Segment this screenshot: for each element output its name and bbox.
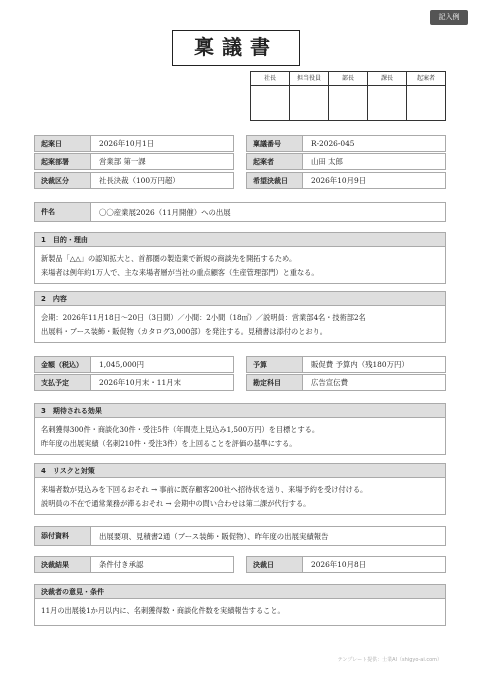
opinion-section bbox=[34, 584, 446, 626]
subject-value[interactable]: 〇〇産業展2026（11月開催）への出展 bbox=[99, 207, 231, 217]
dept-label: 起案部署 bbox=[35, 154, 91, 169]
budget-value[interactable]: 販促費 予算内（残180万円） bbox=[311, 360, 409, 369]
section-body[interactable] bbox=[35, 247, 445, 280]
body-line: 来場者数が見込みを下回るおそれ → 事前に既存顧客200社へ招待状を送り、来場予約を受け付ける。 bbox=[41, 485, 368, 494]
wish-date-row bbox=[246, 172, 446, 189]
ringi-no-row bbox=[246, 135, 446, 152]
subject-row bbox=[34, 202, 446, 222]
section-title: 1 目的・理由 bbox=[35, 233, 445, 247]
account-label: 勘定科目 bbox=[247, 375, 303, 390]
attachment-label: 添付資料 bbox=[35, 527, 91, 545]
purpose-section bbox=[34, 232, 446, 284]
section-title: 決裁者の意見・条件 bbox=[35, 585, 445, 599]
body-line: 名刺獲得300件・商談化30件・受注5件（年間売上見込み1,500万円）を目標とする。 bbox=[41, 425, 320, 434]
budget-label: 予算 bbox=[247, 357, 303, 372]
section-body[interactable] bbox=[35, 478, 445, 511]
budget-row bbox=[246, 356, 446, 373]
stamp-box[interactable] bbox=[407, 86, 445, 120]
account-row bbox=[246, 374, 446, 391]
body-line: 出展料・ブース装飾・販促物（カタログ3,000部）を発注する。見積書は添付のとおり。 bbox=[41, 327, 327, 336]
section-body[interactable] bbox=[35, 599, 445, 618]
stamp-officer bbox=[290, 72, 329, 120]
amount-row bbox=[34, 356, 234, 373]
amount-label: 金額（税込） bbox=[35, 357, 91, 372]
stamp-label: 担当役員 bbox=[290, 72, 328, 86]
payment-label: 支払予定 bbox=[35, 375, 91, 390]
stamp-president bbox=[251, 72, 290, 120]
section-title: 2 内容 bbox=[35, 292, 445, 306]
wish-date-value[interactable]: 2026年10月9日 bbox=[311, 176, 367, 185]
stamp-box[interactable] bbox=[251, 86, 289, 120]
stamp-label: 起案者 bbox=[407, 72, 445, 86]
body-line: 11月の出展後1か月以内に、名刺獲得数・商談化件数を実績報告すること。 bbox=[41, 606, 285, 615]
subject-label: 件名 bbox=[35, 203, 91, 221]
body-line: 説明員の不在で通常業務が滞るおそれ → 会期中の問い合わせは第二課が代行する。 bbox=[41, 499, 311, 508]
sample-badge: 記入例 bbox=[430, 10, 468, 25]
stamp-box[interactable] bbox=[290, 86, 328, 120]
body-line: 昨年度の出展実績（名刺210件・受注3件）を上回ることを評価の基準にする。 bbox=[41, 439, 297, 448]
stamp-section-chief bbox=[368, 72, 407, 120]
section-body[interactable] bbox=[35, 418, 445, 451]
attachment-row bbox=[34, 526, 446, 546]
section-title: 4 リスクと対策 bbox=[35, 464, 445, 478]
ringi-no-label: 稟議番号 bbox=[247, 136, 303, 151]
stamp-label: 課長 bbox=[368, 72, 406, 86]
section-title: 3 期待される効果 bbox=[35, 404, 445, 418]
payment-value[interactable]: 2026年10月末・11月末 bbox=[99, 378, 181, 387]
result-label: 決裁結果 bbox=[35, 557, 91, 572]
stamp-box[interactable] bbox=[368, 86, 406, 120]
payment-row bbox=[34, 374, 234, 391]
wish-date-label: 希望決裁日 bbox=[247, 173, 303, 188]
stamp-manager bbox=[329, 72, 368, 120]
kian-date-label: 起案日 bbox=[35, 136, 91, 151]
document-title: 稟議書 bbox=[172, 30, 300, 66]
kessai-value[interactable]: 社長決裁（100万円超） bbox=[99, 176, 180, 185]
author-label: 起案者 bbox=[247, 154, 303, 169]
attachment-value[interactable]: 出展要項、見積書2通（ブース装飾・販促物）、昨年度の出展実績報告 bbox=[99, 531, 329, 541]
result-value[interactable]: 条件付き承認 bbox=[99, 560, 144, 569]
kessai-row bbox=[34, 172, 234, 189]
stamp-label: 部長 bbox=[329, 72, 367, 86]
author-row bbox=[246, 153, 446, 170]
approval-stamp-table bbox=[250, 71, 446, 121]
body-line: 新製品「△△」の認知拡大と、首都圏の製造業で新規の商談先を開拓するため。 bbox=[41, 254, 297, 263]
author-value[interactable]: 山田 太郎 bbox=[311, 157, 343, 166]
result-row bbox=[34, 556, 234, 573]
section-body[interactable] bbox=[35, 306, 445, 339]
kian-date-value[interactable]: 2026年10月1日 bbox=[99, 139, 155, 148]
content-section bbox=[34, 291, 446, 343]
decision-date-value[interactable]: 2026年10月8日 bbox=[311, 560, 367, 569]
ringi-no-value[interactable]: R-2026-045 bbox=[311, 139, 355, 148]
stamp-box[interactable] bbox=[329, 86, 367, 120]
stamp-label: 社長 bbox=[251, 72, 289, 86]
amount-value[interactable]: 1,045,000円 bbox=[99, 360, 145, 369]
decision-date-row bbox=[246, 556, 446, 573]
account-value[interactable]: 広告宣伝費 bbox=[311, 378, 348, 387]
effect-section bbox=[34, 403, 446, 455]
risk-section bbox=[34, 463, 446, 515]
body-line: 会期：2026年11月18日〜20日（3日間）／小間：2小間（18㎡）／説明員：営業部4名・技術部2名 bbox=[41, 313, 366, 322]
dept-row bbox=[34, 153, 234, 170]
kessai-label: 決裁区分 bbox=[35, 173, 91, 188]
body-line: 来場者は例年約1万人で、主な来場者層が当社の重点顧客（生産管理部門）と重なる。 bbox=[41, 268, 319, 277]
kian-date-row bbox=[34, 135, 234, 152]
stamp-drafter bbox=[407, 72, 445, 120]
template-credit: テンプレート提供：士業AI（shigyo-ai.com） bbox=[337, 657, 442, 663]
decision-date-label: 決裁日 bbox=[247, 557, 303, 572]
dept-value[interactable]: 営業部 第一課 bbox=[99, 157, 146, 166]
